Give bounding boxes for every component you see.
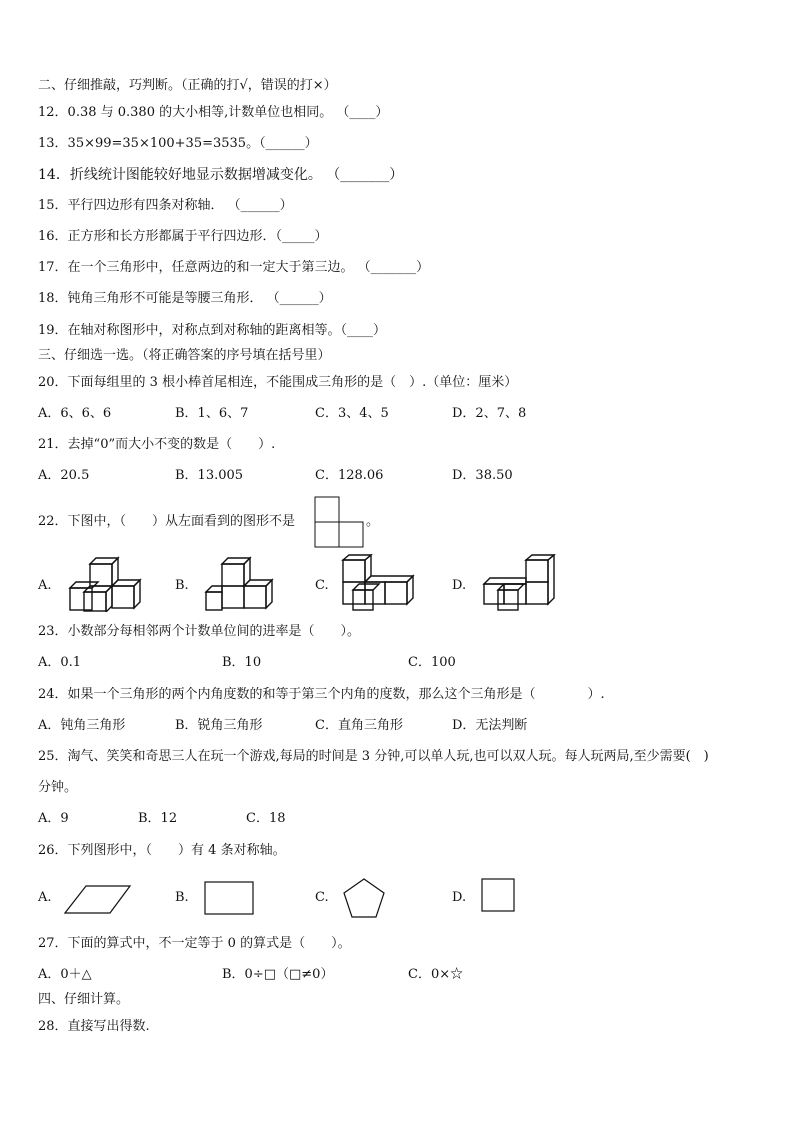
left-view-figure	[314, 496, 364, 548]
question-25-stem: 25．淘气、笑笑和奇思三人在玩一个游戏,每局的时间是 3 分钟,可以单人玩,也可以双人玩。每人玩两局,至少需要( )	[38, 749, 709, 764]
option-c: C．128.06	[315, 468, 384, 483]
question-14: 14．折线统计图能较好地显示数据增减变化。 （_______）	[38, 167, 404, 183]
cube-stack-c-icon	[339, 554, 415, 612]
option-d: D.	[452, 890, 467, 905]
cube-stack-b-icon	[204, 556, 280, 612]
square-icon	[481, 878, 515, 912]
pentagon-icon	[343, 878, 385, 918]
option-b: B．12	[138, 811, 178, 826]
option-d: D．38.50	[452, 468, 513, 483]
option-b: B．锐角三角形	[175, 718, 263, 733]
option-d: D．无法判断	[452, 718, 528, 733]
option-a: A．钝角三角形	[38, 718, 126, 733]
question-24-stem: 24．如果一个三角形的两个内角度数的和等于第三个内角的度数，那么这个三角形是（ ）.	[38, 687, 605, 702]
question-26-stem: 26．下列图形中，（ ）有 4 条对称轴。	[38, 843, 286, 858]
section2-heading: 二、仔细推敲，巧判断。（正确的打√，错误的打×）	[38, 78, 337, 93]
option-c: C．100	[408, 655, 456, 670]
question-13: 13．35×99=35×100+35=3535。（______）	[38, 136, 318, 151]
question-28: 28．直接写出得数.	[38, 1019, 150, 1034]
option-a: A．20.5	[38, 468, 90, 483]
rectangle-icon	[204, 881, 254, 915]
option-c: C．18	[246, 811, 286, 826]
question-23-stem: 23．小数部分每相邻两个计数单位间的进率是（ ）。	[38, 624, 361, 639]
question-15: 15．平行四边形有四条对称轴． （______）	[38, 198, 293, 213]
option-c: C.	[315, 890, 329, 905]
option-a: A．0.1	[38, 655, 82, 670]
option-a: A.	[38, 578, 52, 593]
option-b: B．10	[222, 655, 262, 670]
option-c: C.	[315, 578, 329, 593]
cube-stack-d-icon	[480, 554, 556, 612]
question-27-stem: 27．下面的算式中，不一定等于 0 的算式是（ ）。	[38, 936, 351, 951]
option-a: A．6、6、6	[38, 406, 112, 421]
option-c: C．0×☆	[408, 967, 464, 982]
option-a: A．9	[38, 811, 69, 826]
question-12: 12．0.38 与 0.380 的大小相等,计数单位也相同。 （____）	[38, 105, 389, 120]
option-c: C．直角三角形	[315, 718, 403, 733]
section4-heading: 四、仔细计算。	[38, 992, 130, 1007]
option-d: D．2、7、8	[452, 406, 527, 421]
question-16: 16．正方形和长方形都属于平行四边形．（_____）	[38, 229, 328, 244]
option-b: B．0÷□（□≠0）	[222, 967, 334, 982]
question-21-stem: 21．去掉“0”而大小不变的数是（ ）.	[38, 437, 276, 452]
option-b: B.	[175, 890, 189, 905]
question-25-stem-cont: 分钟。	[38, 780, 78, 795]
option-a: A.	[38, 890, 52, 905]
question-22-stem-before: 22．下图中，（ ）从左面看到的图形不是	[38, 514, 296, 529]
cube-stack-a-icon	[66, 556, 142, 612]
option-a: A．0＋△	[38, 967, 92, 982]
question-19: 19．在轴对称图形中，对称点到对称轴的距离相等。（____）	[38, 323, 387, 338]
question-22-stem-after: 。	[366, 514, 380, 529]
question-20-stem: 20．下面每组里的 3 根小棒首尾相连，不能围成三角形的是（ ）.（单位：厘米）	[38, 375, 518, 390]
option-b: B．1、6、7	[175, 406, 249, 421]
section3-heading: 三、仔细选一选。（将正确答案的序号填在括号里）	[38, 348, 331, 363]
option-b: B．13.005	[175, 468, 244, 483]
question-18: 18．钝角三角形不可能是等腰三角形． （______）	[38, 291, 332, 306]
option-c: C．3、4、5	[315, 406, 389, 421]
option-b: B.	[175, 578, 189, 593]
parallelogram-icon	[64, 885, 132, 915]
question-17: 17．在一个三角形中，任意两边的和一定大于第三边。 （_______）	[38, 260, 430, 275]
option-d: D.	[452, 578, 467, 593]
